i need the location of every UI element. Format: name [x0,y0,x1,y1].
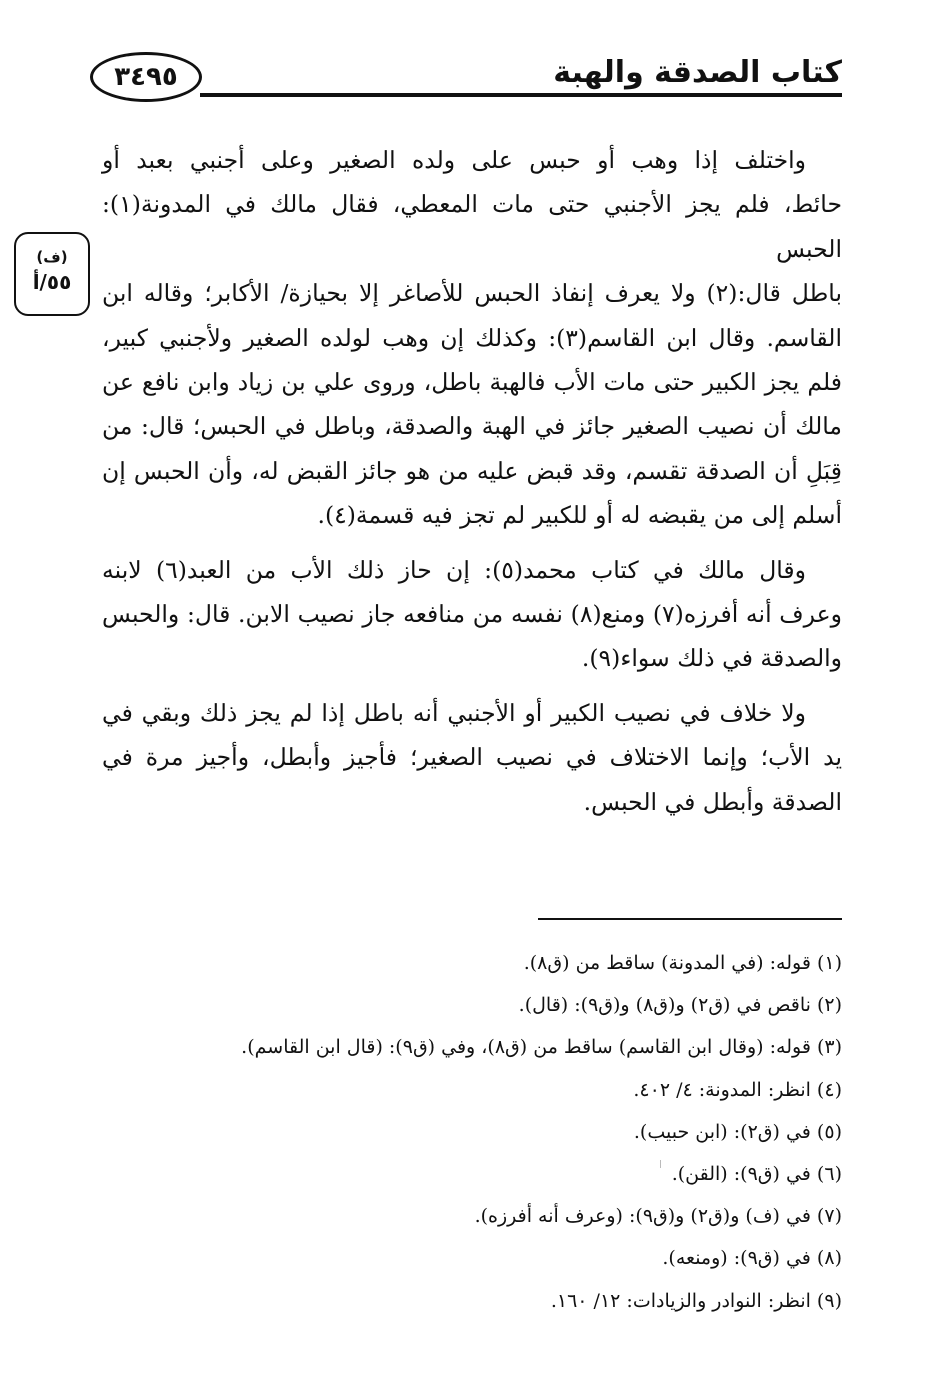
paragraph-2 [102,548,842,681]
text-line: القاسم. وقال ابن القاسم(٣): وكذلك إن وهب لولده الصغير ولأجنبي كبير، [102,323,842,352]
header-rule [200,93,842,97]
footnote-8: (٨) في (ق٩): (ومنعه). [662,1247,842,1270]
footnote-9: (٩) انظر: النوادر والزيادات: ١٢/ ١٦٠. [550,1289,842,1312]
book-title: كتاب الصدقة والهبة [539,54,842,92]
footnote-separator [538,918,842,920]
footnote-4: (٤) انظر: المدونة: ٤/ ٤٠٢. [633,1078,842,1101]
page-header [90,52,842,110]
footnote-6: (٦) في (ق٩): (القن). [671,1163,842,1186]
text-line: ولا خلاف في نصيب الكبير أو الأجنبي أنه باطل إذا لم يجز ذلك وبقي في [102,698,806,727]
text-line: واختلف إذا وهب أو حبس على ولده الصغير وعلى أجنبي بعبد أو [102,146,806,174]
footnote-3: (٣) قوله: (وقال ابن القاسم) ساقط من (ق٨)، وفي (ق٩): (قال ابن القاسم). [241,1036,842,1059]
text-line: والصدقة في ذلك سواء(٩). [581,644,842,673]
text-line: قِبَلِ أن الصدقة تقسم، وقد قبض عليه من هو جائز القبض له، وأن الحبس إن [102,456,842,485]
footnote-7: (٧) في (ف) و(ق٢) و(ق٩): (وعرف أنه أفرزه). [474,1205,842,1228]
text-line: أسلم إلى من يقبضه له أو للكبير لم تجز فيه قسمة(٤). [317,501,842,530]
text-line: فلم يجز الكبير حتى مات الأب فالهبة باطل، وروى علي بن زياد وابن نافع عن [102,368,842,397]
footnote-5: (٥) في (ق٢): (ابن حبيب). [633,1120,842,1143]
manuscript-folio: ٥٥/أ [32,270,72,294]
footnote-1: (١) قوله: (في المدونة) ساقط من (ق٨). [523,952,842,974]
footnotes-list [100,942,842,1322]
text-line: حائط، فلم يجز الأجنبي حتى مات المعطي، فقال مالك في المدونة(١): الحبس [102,190,842,263]
scan-speck [660,1160,661,1168]
page-number: ٣٤٩٥ [90,52,202,102]
footnote-2: (٢) ناقص في (ق٢) و(ق٨) و(ق٩): (قال). [518,994,842,1017]
paragraph-3 [102,691,842,824]
manuscript-siglum: (ف) [36,248,68,266]
text-line: وقال مالك في كتاب محمد(٥): إن حاز ذلك الأب من العبد(٦) لابنه [102,555,807,584]
manuscript-margin-note [14,232,90,316]
text-line: باطل قال:(٢) ولا يعرف إنفاذ الحبس للأصاغر إلا بحيازة/ الأكابر؛ وقاله ابن [102,279,842,308]
text-line: مالك أن نصيب الصغير جائز في الهبة والصدقة، وباطل في الحبس؛ قال: من [102,412,842,441]
main-text [102,138,842,834]
text-line: الصدقة وأبطل في الحبس. [583,787,842,816]
text-line: وعرف أنه أفرزه(٧) ومنع(٨) نفسه من منافعه جاز نصيب الابن. قال: والحبس [102,600,842,629]
paragraph-1 [102,138,842,538]
text-line: يد الأب؛ وإنما الاختلاف في نصيب الصغير؛ فأجيز وأبطل، وأجيز مرة في [102,743,842,772]
